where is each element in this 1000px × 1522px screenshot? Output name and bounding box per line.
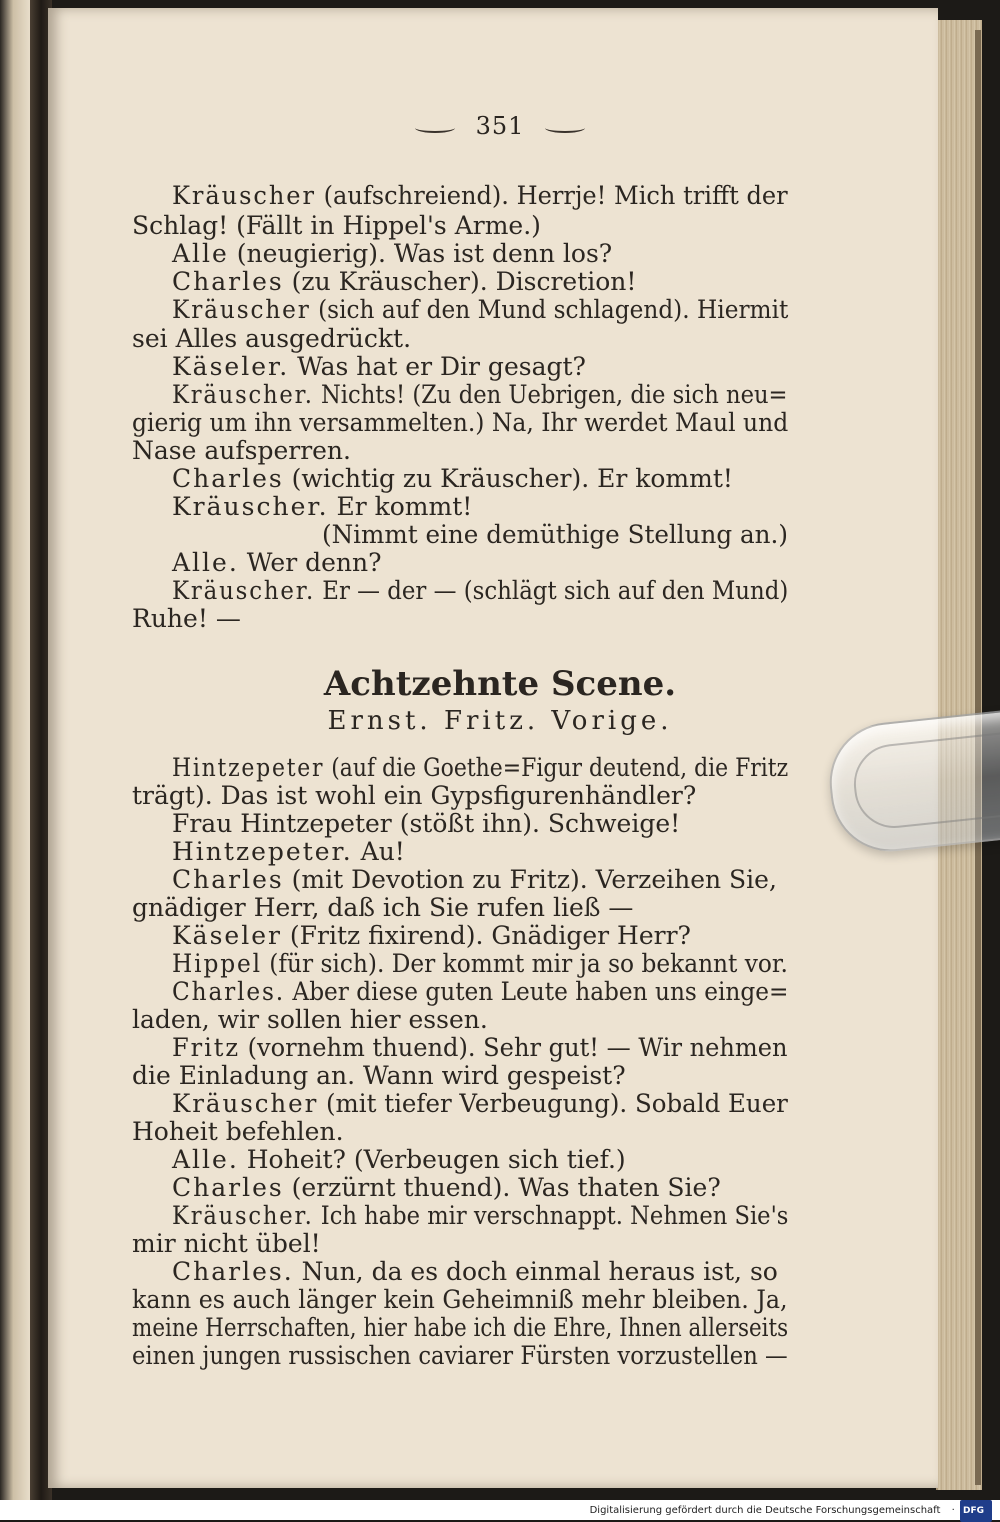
text-line — [172, 1258, 778, 1286]
footer-text: Digitalisierung gefördert durch die Deutsche Forschungsgemeinschaft — [589, 1505, 941, 1516]
line-text: Nun, da es doch einmal heraus ist, so — [293, 1257, 778, 1286]
line-text: gierig um ihn versammelten.) Na, Ihr werdet Maul und — [132, 408, 789, 437]
text-line — [132, 212, 541, 240]
line-text: mir nicht übel! — [132, 1229, 321, 1258]
line-text: Hoheit? (Verbeugen sich tief.) — [238, 1145, 626, 1174]
line-text: (Fritz fixirend). Gnädiger Herr? — [281, 921, 691, 950]
speaker-name: Hippel — [172, 949, 262, 978]
speaker-name: Kräuscher. — [172, 1201, 314, 1230]
text-line — [172, 240, 612, 268]
text-line — [172, 1146, 626, 1174]
slider-handle-inner — [850, 732, 1000, 832]
text-line — [132, 1006, 488, 1034]
speaker-name: Fritz — [172, 1033, 240, 1062]
line-text: (zu Kräuscher). Discretion! — [283, 267, 637, 296]
speaker-name: Kräuscher — [172, 1089, 319, 1118]
line-text: Er kommt! — [328, 492, 473, 521]
line-text: Was hat er Dir gesagt? — [289, 352, 586, 381]
line-text: Er — der — (schlägt sich auf den Mund) — [315, 576, 789, 605]
speaker-name: Hintzepeter — [172, 753, 325, 782]
line-text: Hoheit befehlen. — [132, 1117, 344, 1146]
text-line — [172, 950, 788, 978]
text-line — [132, 1286, 788, 1314]
text-line — [172, 182, 788, 210]
line-text: Frau Hintzepeter (stößt ihn). Schweige! — [172, 809, 681, 838]
line-text: einen jungen russischen caviarer Fürsten vorzustellen — — [132, 1341, 788, 1370]
text-line — [132, 1342, 788, 1370]
text-line — [172, 493, 472, 521]
line-text: gnädiger Herr, daß ich Sie rufen ließ — — [132, 893, 634, 922]
speaker-name: Alle — [172, 239, 229, 268]
text-line — [172, 577, 788, 605]
line-text: Nase aufsperren. — [132, 436, 351, 465]
speaker-name: Kräuscher. — [172, 380, 314, 409]
line-text: (auf die Goethe=Figur deutend, die Fritz — [324, 753, 789, 782]
scene-persons: Ernst. Fritz. Vorige. — [327, 706, 673, 736]
speaker-name: Alle. — [172, 1145, 239, 1174]
footer-credit: Digitalisierung gefördert durch die Deutsche Forschungsgemeinschaft · DFG — [590, 1505, 1000, 1516]
line-text: Aber diese guten Leute haben uns einge= — [285, 977, 789, 1006]
speaker-name: Kräuscher — [172, 295, 311, 324]
line-text: (sich auf den Mund schlagend). Hiermit — [310, 295, 789, 324]
text-line — [172, 1202, 788, 1230]
speaker-name: Charles — [172, 464, 284, 493]
speaker-name: Hintzepeter. — [172, 837, 353, 866]
line-text: die Einladung an. Wann wird gespeist? — [132, 1061, 626, 1090]
text-line — [132, 1230, 321, 1258]
speaker-name: Charles — [172, 865, 284, 894]
line-text: Ich habe mir verschnappt. Nehmen Sie's — [313, 1201, 789, 1230]
text-line — [322, 521, 788, 549]
line-text: meine Herrschaften, hier habe ich die Ehre, Ihnen allerseits — [132, 1313, 789, 1342]
line-text: (aufschreiend). Herrje! Mich trifft der — [315, 181, 788, 210]
speaker-name: Käseler. — [172, 352, 290, 381]
text-line — [172, 838, 405, 866]
text-line — [172, 465, 733, 493]
text-line — [132, 894, 633, 922]
text-line — [172, 866, 777, 894]
text-line — [132, 1314, 788, 1342]
line-text: (erzürnt thuend). Was thaten Sie? — [283, 1173, 721, 1202]
scene-title: Achtzehnte Scene. — [323, 664, 677, 704]
line-text: (mit Devotion zu Fritz). Verzeihen Sie, — [283, 865, 777, 894]
text-line — [172, 268, 636, 296]
line-text: Schlag! (Fällt in Hippel's Arme.) — [132, 211, 541, 240]
text-line — [172, 1090, 788, 1118]
text-line — [132, 782, 696, 810]
speaker-name: Kräuscher — [172, 181, 316, 210]
speaker-name: Kräuscher. — [172, 492, 329, 521]
text-line — [132, 1062, 626, 1090]
line-text: sei Alles ausgedrückt. — [132, 324, 412, 353]
text-line — [172, 381, 788, 409]
line-text: (wichtig zu Kräuscher). Er kommt! — [283, 464, 733, 493]
line-text: Nichts! (Zu den Uebrigen, die sich neu= — [313, 380, 788, 409]
line-text: (Nimmt eine demüthige Stellung an.) — [322, 520, 788, 549]
speaker-name: Alle. — [172, 548, 239, 577]
text-line — [172, 1174, 721, 1202]
line-text: Au! — [352, 837, 405, 866]
text-line — [132, 1118, 344, 1146]
text-line — [172, 754, 788, 782]
text-line — [172, 978, 788, 1006]
speaker-name: Charles — [172, 1173, 284, 1202]
line-text: kann es auch länger kein Geheimniß mehr bleiben. Ja, — [132, 1285, 788, 1314]
text-line — [172, 549, 382, 577]
page-number: 351 — [475, 112, 525, 140]
text-line — [172, 353, 586, 381]
text-line — [132, 437, 351, 465]
text-line — [132, 325, 411, 353]
speaker-name: Kräuscher. — [172, 576, 316, 605]
line-text: (vornehm thuend). Sehr gut! — Wir nehmen — [239, 1033, 788, 1062]
text-line — [132, 409, 788, 437]
line-text: (mit tiefer Verbeugung). Sobald Euer — [318, 1089, 788, 1118]
line-text: trägt). Das ist wohl ein Gypsfigurenhändler? — [132, 781, 697, 810]
line-text: Ruhe! — — [132, 604, 241, 633]
text-line — [172, 922, 691, 950]
speaker-name: Charles. — [172, 977, 286, 1006]
line-text: (für sich). Der kommt mir ja so bekannt vor. — [261, 949, 788, 978]
line-text: laden, wir sollen hier essen. — [132, 1005, 488, 1034]
dfg-logo-icon: DFG — [960, 1500, 992, 1522]
line-text: Wer denn? — [238, 548, 382, 577]
text-line — [172, 1034, 788, 1062]
text-line — [172, 296, 788, 324]
line-text: (neugierig). Was ist denn los? — [228, 239, 613, 268]
speaker-name: Charles — [172, 267, 284, 296]
text-line — [132, 605, 241, 633]
footer-bar — [0, 1500, 1000, 1520]
speaker-name: Käseler — [172, 921, 282, 950]
text-line — [172, 810, 680, 838]
speaker-name: Charles. — [172, 1257, 294, 1286]
